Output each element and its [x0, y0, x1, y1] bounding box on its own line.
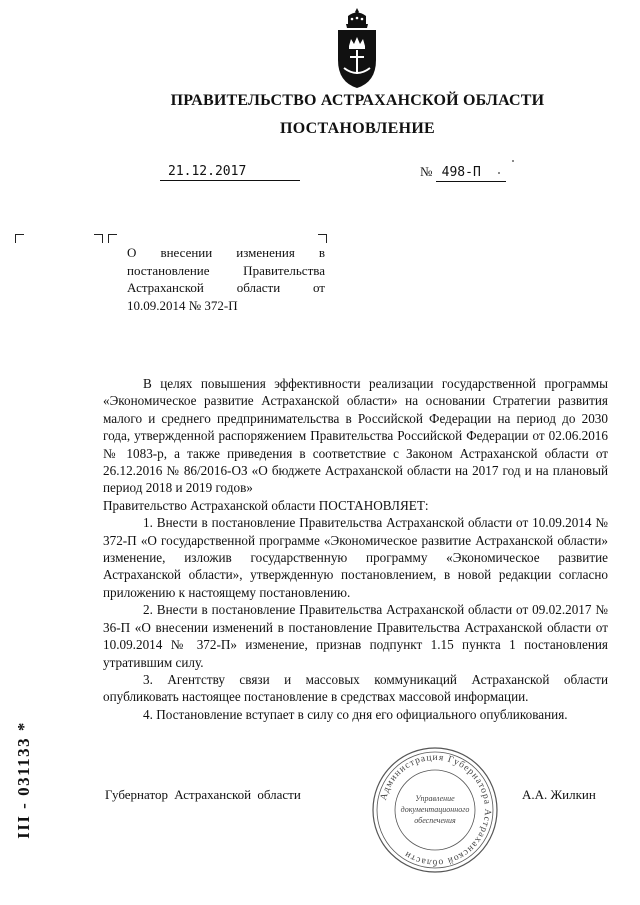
- scan-speck: [498, 172, 500, 174]
- document-number: [420, 164, 532, 182]
- stamp-ring-text: Администрация Губернатора Астраханской области: [378, 752, 493, 868]
- scan-speck: [512, 160, 514, 162]
- number-label: №: [420, 164, 433, 179]
- official-stamp: [370, 745, 500, 875]
- coat-of-arms-emblem: [332, 6, 382, 90]
- corner-bracket-right: [318, 234, 327, 243]
- registration-code: [12, 700, 36, 860]
- stamp-center-line: документационного: [400, 805, 470, 814]
- resolution-item: 1. Внести в постановление Правительства Астраханской области от 10.09.2014 № 372-П «О государственной программе «Экономическое развитие Астраханской области» изменение, изложив государственную программу «Экономическое развитие Астраханской области», утвержденную постановлением, в новой редакции согласно приложению к настоящему постановлению.: [103, 515, 608, 600]
- signatory-title: Губернатор Астраханской области: [105, 787, 301, 802]
- corner-bracket-left: [15, 234, 24, 243]
- document-type: ПОСТАНОВЛЕНИЕ: [279, 120, 436, 137]
- resolution-item: 3. Агентству связи и массовых коммуникаций Астраханской области опубликовать настоящее постановление в средствах массовой информации.: [103, 671, 608, 705]
- signatory-name: А.А. Жилкин: [522, 787, 596, 802]
- stamp-center-line: Управление: [415, 794, 455, 803]
- registration-code-text: III - 031133 *: [14, 721, 33, 839]
- number-value: 498-П: [436, 165, 506, 182]
- document-body: [103, 375, 608, 723]
- document-subject: О внесении изменения в постановление Правительства Астраханской области от 10.09.2014 № 372-П: [127, 245, 325, 313]
- resolution-item: 4. Постановление вступает в силу со дня его официального опубликования.: [143, 706, 568, 722]
- corner-bracket-left: [108, 234, 117, 243]
- stamp-center-line: обеспечения: [414, 816, 456, 825]
- preamble-paragraph: В целях повышения эффективности реализации государственной программы «Экономическое развитие Астраханской области» на основании Стратегии развития малого и среднего предпринимательства в Российской Федерации на период до 2030 года, утвержденной распоряжением Правительства Российской Федерации от 02.06.2016 № 1083-р, а также приведения в соответствие с Законом Астраханской области от 26.12.2016 № 86/2016-ОЗ «О бюджете Астраханской области на 2017 год и на плановый период 2018 и 2019 годов»: [103, 376, 608, 496]
- resolution-statement: Правительство Астраханской области ПОСТАНОВЛЯЕТ:: [103, 497, 429, 513]
- resolution-item: 2. Внести в постановление Правительства Астраханской области от 09.02.2017 № 36-П «О внесении изменений в постановление Правительства Астраханской области от 10.09.2014 № 372-П» изменение, признав подпункт 1.15 пункта 1 постановления утратившим силу.: [103, 602, 608, 670]
- document-date: 21.12.2017: [160, 164, 300, 181]
- organization-title: ПРАВИТЕЛЬСТВО АСТРАХАНСКОЙ ОБЛАСТИ: [170, 92, 545, 109]
- corner-bracket-right: [94, 234, 103, 243]
